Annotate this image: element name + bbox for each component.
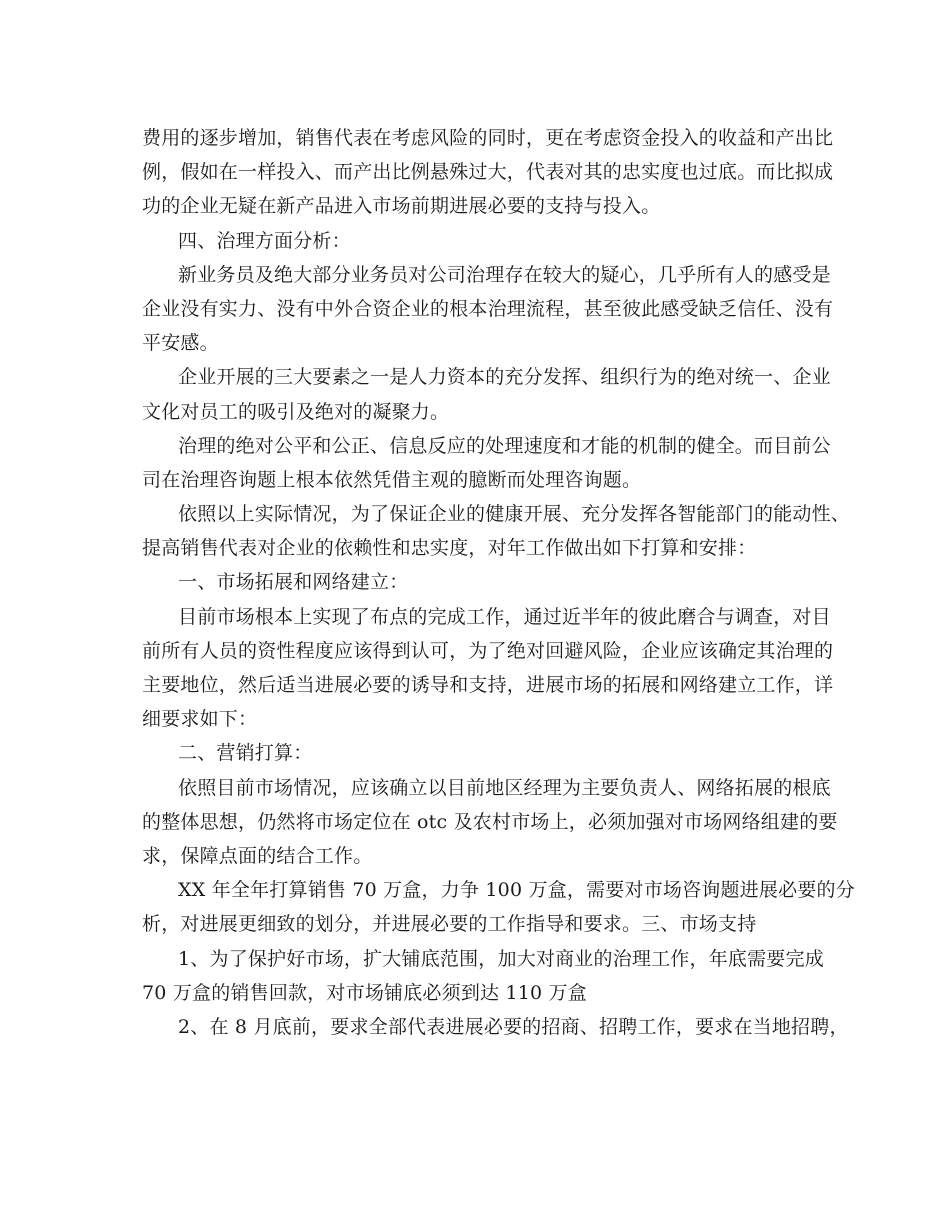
- text-line: 依照目前市场情况，应该确立以目前地区经理为主要负责人、网络拓展的根底: [178, 776, 831, 799]
- paragraph: [142, 121, 834, 224]
- paragraph: [142, 360, 831, 428]
- paragraph: [142, 600, 834, 737]
- text-line: 前所有人员的资性程度应该得到认可，为了绝对回避风险，企业应该确定其治理的: [142, 639, 834, 662]
- text-line: 析，对进展更细致的划分，并进展必要的工作指导和要求。三、市场支持: [142, 913, 757, 936]
- text-line: 四、治理方面分析：: [178, 229, 351, 252]
- paragraph: [142, 942, 822, 1010]
- text-line: 目前市场根本上实现了布点的完成工作，通过近半年的彼此磨合与调查，对目: [178, 605, 831, 628]
- text-line: 二、营销打算：: [178, 742, 313, 765]
- paragraph: [142, 224, 822, 258]
- paragraph: [142, 497, 851, 565]
- text-line: 70 万盒的销售回款，对市场铺底必须到达 110 万盒: [142, 981, 587, 1004]
- text-line: 2、在 8 月底前，要求全部代表进展必要的招商、招聘工作，要求在当地招聘，: [178, 1015, 849, 1038]
- text-line: 功的企业无疑在新产品进入市场前期进展必要的支持与投入。: [142, 195, 661, 218]
- text-line: 新业务员及绝大部分业务员对公司治理存在较大的疑心，几乎所有人的感受是: [178, 263, 831, 286]
- text-line: 例，假如在一样投入、而产出比例悬殊过大，代表对其的忠实度也过底。而比拟成: [142, 161, 834, 184]
- text-line: 依照以上实际情况，为了保证企业的健康开展、充分发挥各智能部门的能动性、: [178, 503, 851, 526]
- paragraph: [142, 873, 855, 941]
- text-line: 治理的绝对公平和公正、信息反应的处理速度和才能的机制的健全。而目前公: [178, 434, 831, 457]
- paragraph: [142, 736, 822, 770]
- paragraph: [142, 429, 831, 497]
- text-line: 提高销售代表对企业的依赖性和忠实度，对年工作做出如下打算和安排：: [142, 537, 757, 560]
- paragraph: [142, 258, 834, 361]
- text-line: 一、市场拓展和网络建立：: [178, 571, 409, 594]
- paragraph: [142, 565, 822, 599]
- text-line: 企业没有实力、没有中外合资企业的根本治理流程，甚至彼此感受缺乏信任、没有: [142, 297, 834, 320]
- text-line: 细要求如下：: [142, 708, 258, 731]
- text-line: 1、为了保护好市场，扩大铺底范围，加大对商业的治理工作，年底需要完成: [178, 947, 824, 970]
- text-line: 司在治理咨询题上根本依然凭借主观的臆断而处理咨询题。: [142, 468, 642, 491]
- document-body: [142, 121, 855, 1044]
- text-line: 求，保障点面的结合工作。: [142, 844, 373, 867]
- paragraph: [142, 1010, 849, 1044]
- text-line: 企业开展的三大要素之一是人力资本的充分发挥、组织行为的绝对统一、企业: [178, 366, 831, 389]
- text-line: 费用的逐步增加，销售代表在考虑风险的同时，更在考虑资金投入的收益和产出比: [142, 127, 834, 149]
- text-line: 文化对员工的吸引及绝对的凝聚力。: [142, 400, 450, 423]
- text-line: 的整体思想，仍然将市场定位在 otc 及农村市场上，必须加强对市场网络组建的要: [142, 810, 838, 833]
- text-line: 平安感。: [142, 332, 219, 355]
- text-line: 主要地位，然后适当进展必要的诱导和支持，进展市场的拓展和网络建立工作，详: [142, 674, 834, 696]
- paragraph: [142, 771, 838, 874]
- text-line: XX 年全年打算销售 70 万盒，力争 100 万盒，需要对市场咨询题进展必要的分: [178, 879, 855, 902]
